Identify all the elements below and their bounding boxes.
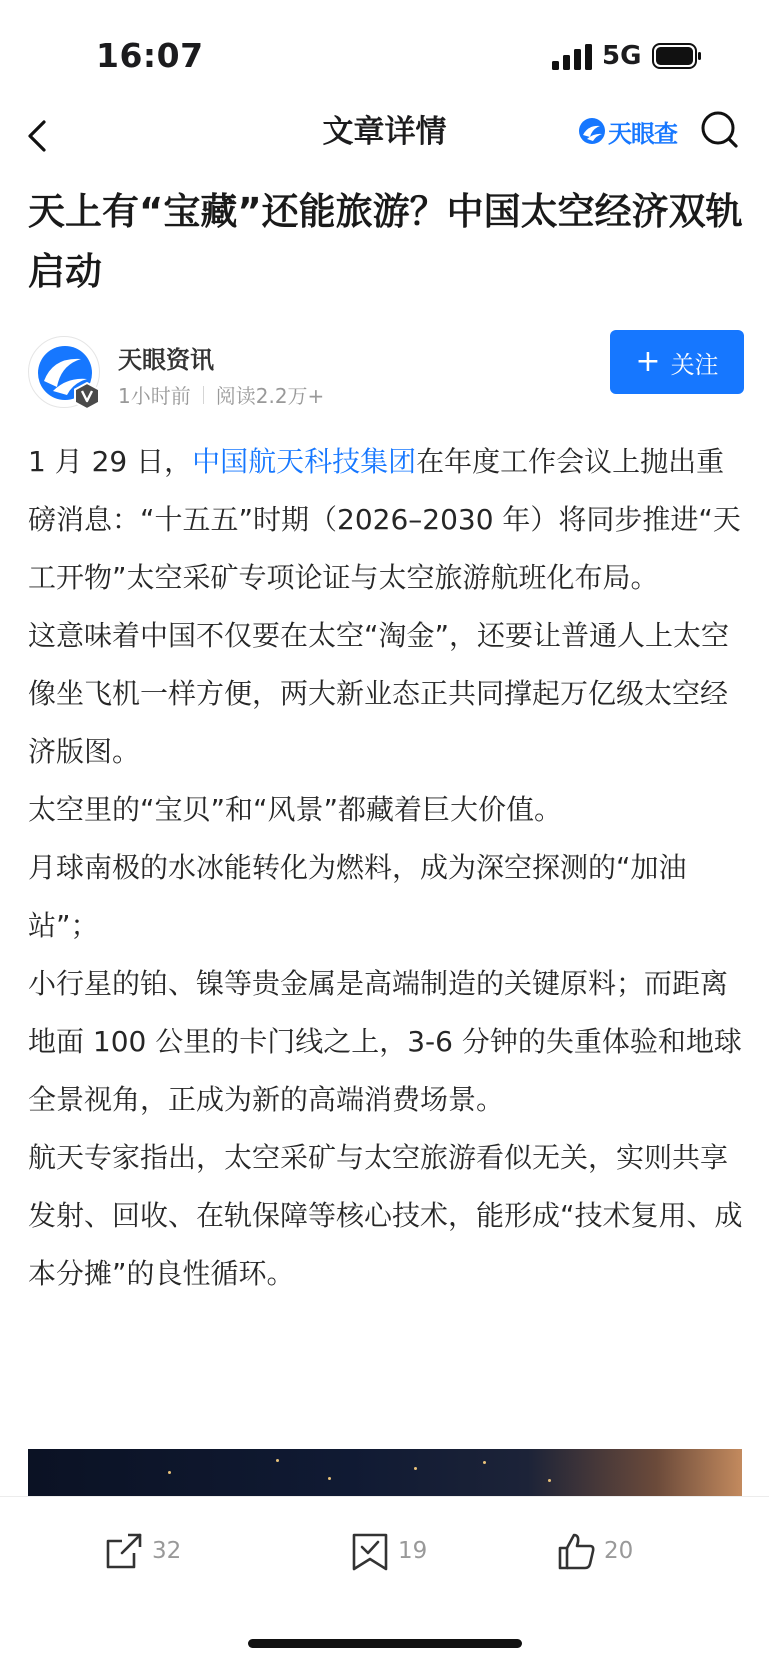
star — [548, 1479, 551, 1482]
verified-v-icon — [73, 382, 101, 410]
tianyancha-logo-icon — [578, 117, 606, 145]
star — [328, 1477, 331, 1480]
like-icon — [556, 1531, 596, 1571]
paragraph: 航天专家指出，太空采矿与太空旅游看似无关，实则共享发射、回收、在轨保障等核心技术，能形成“技术复用、成本分摊”的良性循环。 — [28, 1141, 743, 1290]
paragraph-text: 在年度工作会议上抛出重磅消息：“十五五”时期（2026–2030 年）将同步推进“天工开物”太空采矿专项论证与太空旅游航班化布局。 — [28, 445, 741, 594]
paragraph: 月球南极的水冰能转化为燃料，成为深空探测的“加油站”； — [28, 851, 687, 942]
share-count: 32 — [152, 1538, 182, 1564]
meta-divider — [203, 386, 204, 404]
publish-time: 1小时前 — [118, 384, 191, 408]
brand-name: 天眼查 — [608, 119, 677, 148]
brand-logo — [578, 114, 677, 148]
star — [414, 1467, 417, 1470]
company-link[interactable]: 中国航天科技集团 — [192, 445, 417, 478]
article-image[interactable] — [28, 1449, 742, 1496]
author-name[interactable]: 天眼资讯 — [118, 346, 214, 374]
favorite-icon — [350, 1531, 390, 1571]
network-type: 5G — [602, 41, 642, 71]
paragraph — [28, 433, 744, 607]
read-count: 阅读2.2万+ — [215, 384, 325, 408]
search-icon[interactable] — [700, 110, 740, 150]
paragraph: 这意味着中国不仅要在太空“淘金”，还要让普通人上太空像坐飞机一样方便，两大新业态正共同撑起万亿级太空经济版图。 — [28, 619, 730, 768]
share-button[interactable] — [104, 1531, 181, 1571]
follow-button[interactable] — [610, 330, 744, 394]
article-headline: 天上有“宝藏”还能旅游？中国太空经济双轨启动 — [28, 190, 743, 293]
like-button[interactable] — [556, 1531, 633, 1571]
like-count: 20 — [604, 1538, 634, 1564]
page-title: 文章详情 — [322, 114, 447, 150]
plus-icon: + — [635, 344, 661, 379]
follow-label: 关注 — [670, 350, 719, 379]
favorite-count: 19 — [398, 1538, 428, 1564]
favorite-button[interactable] — [350, 1531, 427, 1571]
signal-icon — [552, 44, 594, 70]
star — [168, 1471, 171, 1474]
author-meta — [118, 380, 324, 409]
status-time: 16:07 — [96, 36, 204, 75]
star — [276, 1459, 279, 1462]
article-body — [28, 433, 744, 1303]
paragraph-date: 1 月 29 日， — [28, 445, 193, 478]
paragraph: 小行星的铂、镍等贵金属是高端制造的关键原料；而距离地面 100 公里的卡门线之上，3-6 分钟的失重体验和地球全景视角，正成为新的高端消费场景。 — [28, 967, 742, 1116]
author-row — [28, 336, 742, 408]
bottom-action-bar — [0, 1496, 769, 1665]
paragraph: 太空里的“宝贝”和“风景”都藏着巨大价值。 — [28, 793, 563, 826]
status-bar — [0, 0, 769, 100]
share-icon — [104, 1531, 144, 1571]
star — [483, 1461, 486, 1464]
battery-icon — [652, 43, 702, 69]
home-indicator[interactable] — [248, 1639, 522, 1648]
